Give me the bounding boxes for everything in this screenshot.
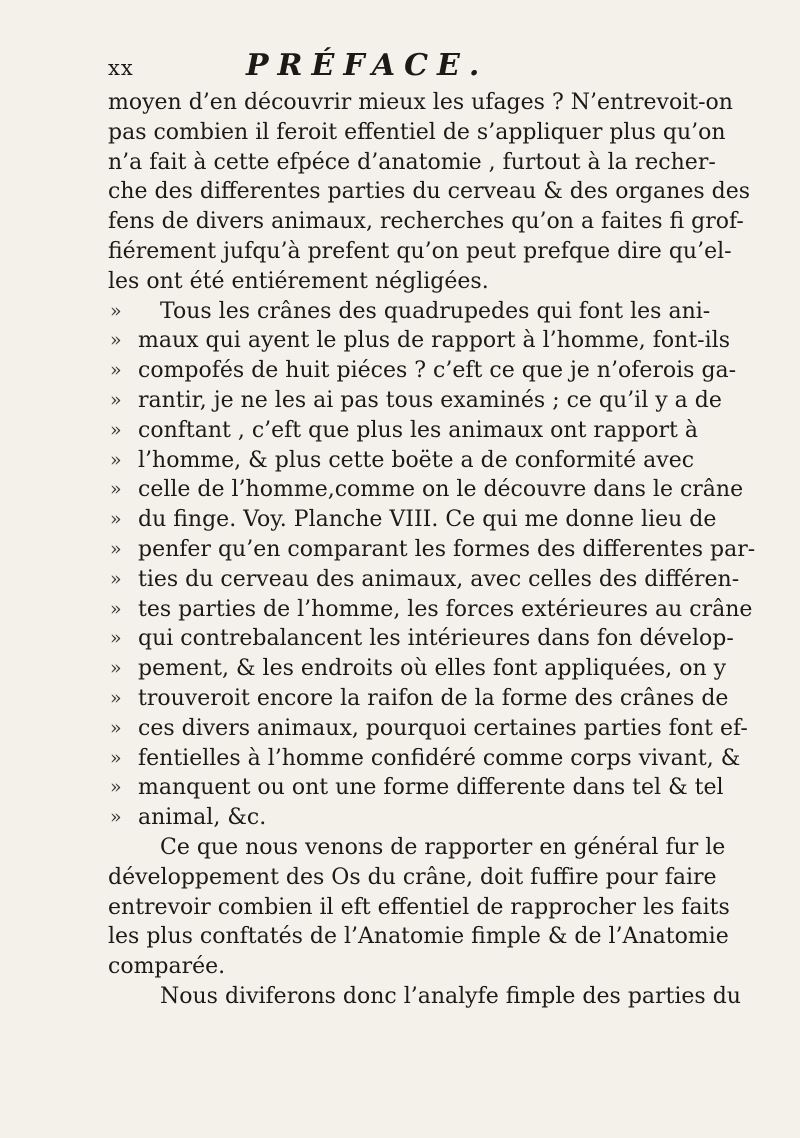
line-text: Ce que nous venons de rapporter en général fur le — [160, 834, 726, 860]
text-line — [108, 952, 688, 982]
line-text: rantir, je ne les ai pas tous examinés ; ce qu’il y a de — [138, 387, 722, 413]
line-text: celle de l’homme,comme on le découvre dans le crâne — [138, 477, 744, 503]
line-text: du finge. Voy. Planche VIII. Ce qui me donne lieu de — [138, 507, 717, 533]
text-line — [108, 237, 732, 267]
line-text: compofés de huit piéces ? c’eft ce que je n’oferois ga- — [138, 358, 737, 384]
page-number: xx — [108, 56, 134, 80]
text-line — [108, 863, 717, 893]
line-text: n’a fait à cette efpéce d’anatomie , furtout à la recher- — [108, 149, 716, 175]
text-line — [108, 744, 741, 774]
text-line — [108, 505, 717, 535]
line-text: l’homme, & plus cette boëte a de conformité avec — [138, 447, 695, 473]
quote-mark: » — [110, 567, 122, 590]
quote-mark: » — [110, 388, 122, 411]
text-line — [108, 803, 688, 833]
line-text: les plus conftatés de l’Anatomie fimple & de l’Anatomie — [108, 924, 729, 950]
line-text: moyen d’en découvrir mieux les ufages ? N’entrevoit-on — [108, 90, 733, 115]
text-line — [108, 177, 751, 207]
running-title: PRÉFACE. — [246, 48, 489, 83]
line-text: penfer qu’en comparant les formes des differentes par- — [138, 536, 756, 562]
line-text: pas combien il feroit effentiel de s’appliquer plus qu’on — [108, 119, 726, 145]
line-text: ties du cerveau des animaux, avec celles des différen- — [138, 566, 740, 592]
text-line — [108, 118, 726, 148]
quote-mark: » — [110, 448, 122, 471]
line-text: Nous diviferons donc l’analyfe fimple des parties du — [160, 983, 741, 1009]
text-line — [108, 922, 729, 952]
page-header — [108, 44, 708, 84]
text-line — [108, 326, 730, 356]
text-line — [108, 595, 753, 625]
body-text — [108, 88, 756, 1012]
line-text: trouveroit encore la raifon de la forme des crânes de — [138, 685, 729, 711]
line-text: che des differentes parties du cerveau & des organes des — [108, 179, 751, 205]
line-text: animal, &c. — [138, 805, 267, 831]
quote-mark: » — [110, 597, 122, 620]
line-text: maux qui ayent le plus de rapport à l’homme, font-ils — [138, 328, 730, 354]
text-line — [108, 416, 698, 446]
line-text: pement, & les endroits où elles font appliquées, on y — [138, 656, 727, 682]
line-text: fiérement jufqu’à prefent qu’on peut prefque dire qu’el- — [108, 238, 732, 264]
text-line — [108, 356, 737, 386]
text-line — [108, 386, 722, 416]
text-line — [108, 267, 688, 297]
text-line — [108, 535, 756, 565]
quote-mark: » — [110, 359, 122, 382]
quote-mark: » — [110, 657, 122, 680]
line-text: comparée. — [108, 954, 226, 980]
text-line — [108, 833, 726, 863]
quote-mark: » — [110, 478, 122, 501]
line-text: développement des Os du crâne, doit fuffire pour faire — [108, 864, 717, 890]
text-line — [108, 773, 724, 803]
quote-mark: » — [110, 716, 122, 739]
line-text: conftant , c’eft que plus les animaux ont rapport à — [138, 417, 698, 443]
text-line — [108, 893, 730, 923]
quote-mark: » — [110, 418, 122, 441]
text-line — [108, 624, 734, 654]
text-line — [108, 714, 748, 744]
quote-mark: » — [110, 329, 122, 352]
quote-mark: » — [110, 627, 122, 650]
line-text: manquent ou ont une forme differente dans tel & tel — [138, 775, 724, 801]
line-text: les ont été entiérement négligées. — [108, 268, 489, 294]
quote-mark: » — [110, 746, 122, 769]
text-line — [108, 565, 740, 595]
quote-mark: » — [110, 299, 122, 322]
quote-mark: » — [110, 537, 122, 560]
text-line — [108, 297, 711, 327]
line-text: entrevoir combien il eft effentiel de rapprocher les faits — [108, 894, 730, 920]
line-text: fens de divers animaux, recherches qu’on a faites fi grof- — [108, 209, 744, 235]
line-text: qui contrebalancent les intérieures dans fon dévelop- — [138, 626, 734, 652]
quote-mark: » — [110, 686, 122, 709]
quote-mark: » — [110, 806, 122, 829]
line-text: Tous les crânes des quadrupedes qui font les ani- — [160, 298, 711, 324]
text-line — [108, 654, 727, 684]
line-text: fentielles à l’homme confidéré comme corps vivant, & — [138, 745, 741, 771]
text-line — [108, 446, 695, 476]
text-line — [108, 982, 741, 1012]
text-line — [108, 475, 744, 505]
line-text: tes parties de l’homme, les forces extérieures au crâne — [138, 596, 753, 622]
text-line — [108, 88, 733, 118]
line-text: ces divers animaux, pourquoi certaines parties font ef- — [138, 715, 748, 741]
quote-mark: » — [110, 508, 122, 531]
text-line — [108, 148, 716, 178]
text-line — [108, 684, 729, 714]
quote-mark: » — [110, 776, 122, 799]
text-line — [108, 207, 744, 237]
